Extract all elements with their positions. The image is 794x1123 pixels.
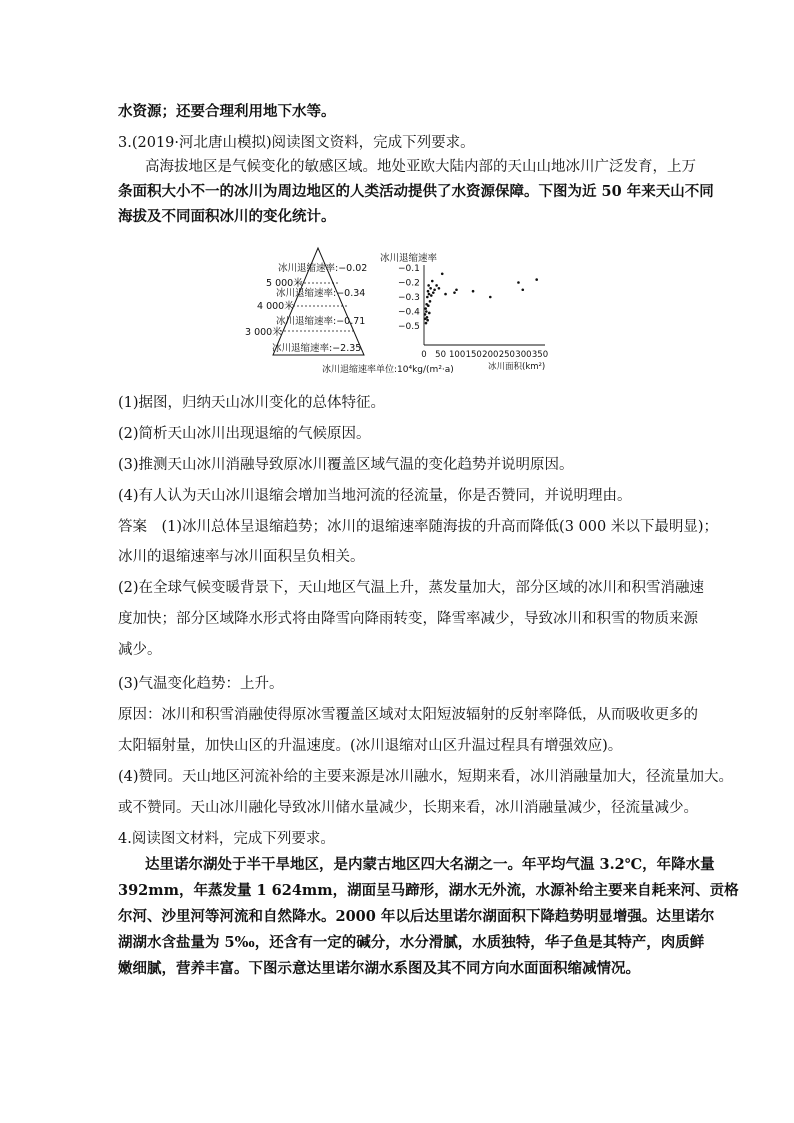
question-1: (1)据图，归纳天山冰川变化的总体特征。 (118, 395, 386, 411)
rate-label-middle: 冰川退缩速率:−0.71 (276, 316, 366, 327)
scatter-point (426, 316, 429, 319)
x-tick-label: 150 (465, 350, 482, 360)
scatter-point (426, 319, 429, 322)
answer-line: 度加快；部分区域降水形式将由降雪向降雨转变，降雪率减少，导致冰川和积雪的物质来源 (118, 611, 698, 627)
altitude-label-5000: 5 000米 (266, 278, 303, 289)
text-line: 尔河、沙里河等河流和自然降水。2000 年以后达里诺尔湖面积下降趋势明显增强。达里诺尔 (118, 908, 715, 925)
scatter-chart (380, 252, 548, 372)
scatter-point (424, 317, 427, 320)
y-tick-label: −0.2 (398, 278, 420, 289)
data-points (424, 273, 538, 325)
text-line: 湖湖水含盐量为 5‰，还含有一定的碱分，水分滑腻，水质独特，华子鱼是其特产，肉质鲜 (118, 934, 705, 951)
text-line: 条面积大小不一的冰川为周边地区的人类活动提供了水资源保障。下图为近 50 年来天山不同 (118, 183, 714, 200)
scatter-point (427, 304, 430, 307)
question-header: 3.(2019·河北唐山模拟)阅读图文资料，完成下列要求。 (118, 135, 475, 151)
rate-label-bottom: 冰川退缩速率:−2.35 (272, 343, 362, 354)
x-ticks (421, 350, 548, 360)
text-line: 水资源；还要合理利用地下水等。 (118, 103, 336, 120)
scatter-point (428, 312, 431, 315)
scatter-point (472, 290, 475, 293)
answer-line: (2)在全球气候变暖背景下，天山地区气温上升，蒸发量加大，部分区域的冰川和积雪消融速 (118, 580, 705, 596)
scatter-point (535, 278, 538, 281)
text-line: 嫩细腻，营养丰富。下图示意达里诺尔湖水系图及其不同方向水面面积缩减情况。 (118, 960, 640, 977)
x-tick-label: 50 (435, 350, 446, 360)
x-tick-label: 300 (515, 350, 532, 360)
scatter-point (424, 313, 427, 316)
scatter-point (425, 310, 428, 313)
scatter-point (432, 291, 435, 294)
answer-line: 冰川的退缩速率与冰川面积呈负相关。 (118, 549, 365, 565)
scatter-point (425, 322, 428, 325)
y-axis-title: 冰川退缩速率 (380, 253, 438, 264)
x-tick-label: 0 (421, 350, 427, 360)
unit-caption: 冰川退缩速率单位:10⁴kg/(m²·a) (322, 365, 454, 375)
scatter-point (430, 294, 433, 297)
rate-label-upper: 冰川退缩速率:−0.34 (276, 288, 366, 299)
answer-line: (3)气温变化趋势：上升。 (118, 676, 284, 692)
x-tick-label: 250 (498, 350, 515, 360)
answer-line: 减少。 (118, 642, 162, 658)
answer-line: (4)赞同。天山地区河流补给的主要来源是冰川融水，短期来看，冰川消融量加大，径流量加大。 (118, 769, 734, 785)
scatter-point (429, 287, 432, 290)
x-tick-label: 100 (449, 350, 466, 360)
scatter-point (455, 288, 458, 291)
y-tick-label: −0.3 (398, 293, 420, 303)
y-tick-label: −0.5 (398, 322, 420, 332)
scatter-point (424, 307, 427, 310)
answer-line: 太阳辐射量，加快山区的升温速度。(冰川退缩对山区升温过程具有增强效应)。 (118, 738, 623, 754)
question-2: (2)简析天山冰川出现退缩的气候原因。 (118, 426, 371, 442)
scatter-point (425, 303, 428, 306)
scatter-point (427, 284, 430, 287)
scatter-point (433, 288, 436, 291)
scatter-point (429, 300, 432, 303)
x-tick-label: 350 (531, 350, 549, 360)
altitude-label-3000: 3 000米 (245, 327, 282, 338)
x-tick-label: 200 (482, 350, 499, 360)
answer-line: 答案 (1)冰川总体呈退缩趋势；冰川的退缩速率随海拔的升高而降低(3 000 米以下最明显)； (118, 519, 718, 535)
scatter-point (431, 280, 434, 283)
answer-line: 原因：冰川和积雪消融使得原冰雪覆盖区域对太阳短波辐射的反射率降低，从而吸收更多的 (118, 707, 698, 723)
scatter-point (426, 296, 429, 299)
question-header: 4.阅读图文材料，完成下列要求。 (118, 831, 335, 847)
text-line: 达里诺尔湖处于半干旱地区，是内蒙古地区四大名湖之一。年平均气温 3.2℃，年降水量 (145, 856, 715, 873)
y-ticks (398, 264, 420, 332)
scatter-point (427, 290, 430, 293)
altitude-triangle-diagram (245, 248, 367, 355)
text-line: 392mm，年蒸发量 1 624mm，湖面呈马蹄形，湖水无外流，水源补给主要来自耗来河、贡格 (118, 882, 739, 899)
scatter-point (444, 293, 447, 296)
text-line: 海拔及不同面积冰川的变化统计。 (118, 208, 336, 225)
y-tick-label: −0.1 (398, 264, 420, 274)
scatter-point (517, 281, 520, 284)
scatter-point (521, 288, 524, 291)
answer-line: 或不赞同。天山冰川融化导致冰川储水量减少，长期来看，冰川消融量减少，径流量减少。 (118, 800, 698, 816)
question-4: (4)有人认为天山冰川退缩会增加当地河流的径流量，你是否赞同，并说明理由。 (118, 488, 632, 504)
altitude-label-4000: 4 000米 (257, 301, 294, 312)
mountain-triangle (273, 248, 364, 355)
rate-label-top: 冰川退缩速率:−0.02 (278, 263, 368, 274)
y-tick-label: −0.4 (398, 307, 420, 318)
x-axis-title: 冰川面积(km²) (488, 362, 546, 372)
scatter-point (489, 296, 492, 299)
scatter-point (428, 293, 431, 296)
scatter-point (441, 273, 444, 276)
scatter-point (453, 291, 456, 294)
text-line: 高海拔地区是气候变化的敏感区域。地处亚欧大陆内部的天山山地冰川广泛发育，上万 (145, 159, 696, 175)
question-3: (3)推测天山冰川消融导致原冰川覆盖区域气温的变化趋势并说明原因。 (118, 457, 574, 473)
scatter-point (438, 287, 441, 290)
scatter-point (435, 284, 438, 287)
